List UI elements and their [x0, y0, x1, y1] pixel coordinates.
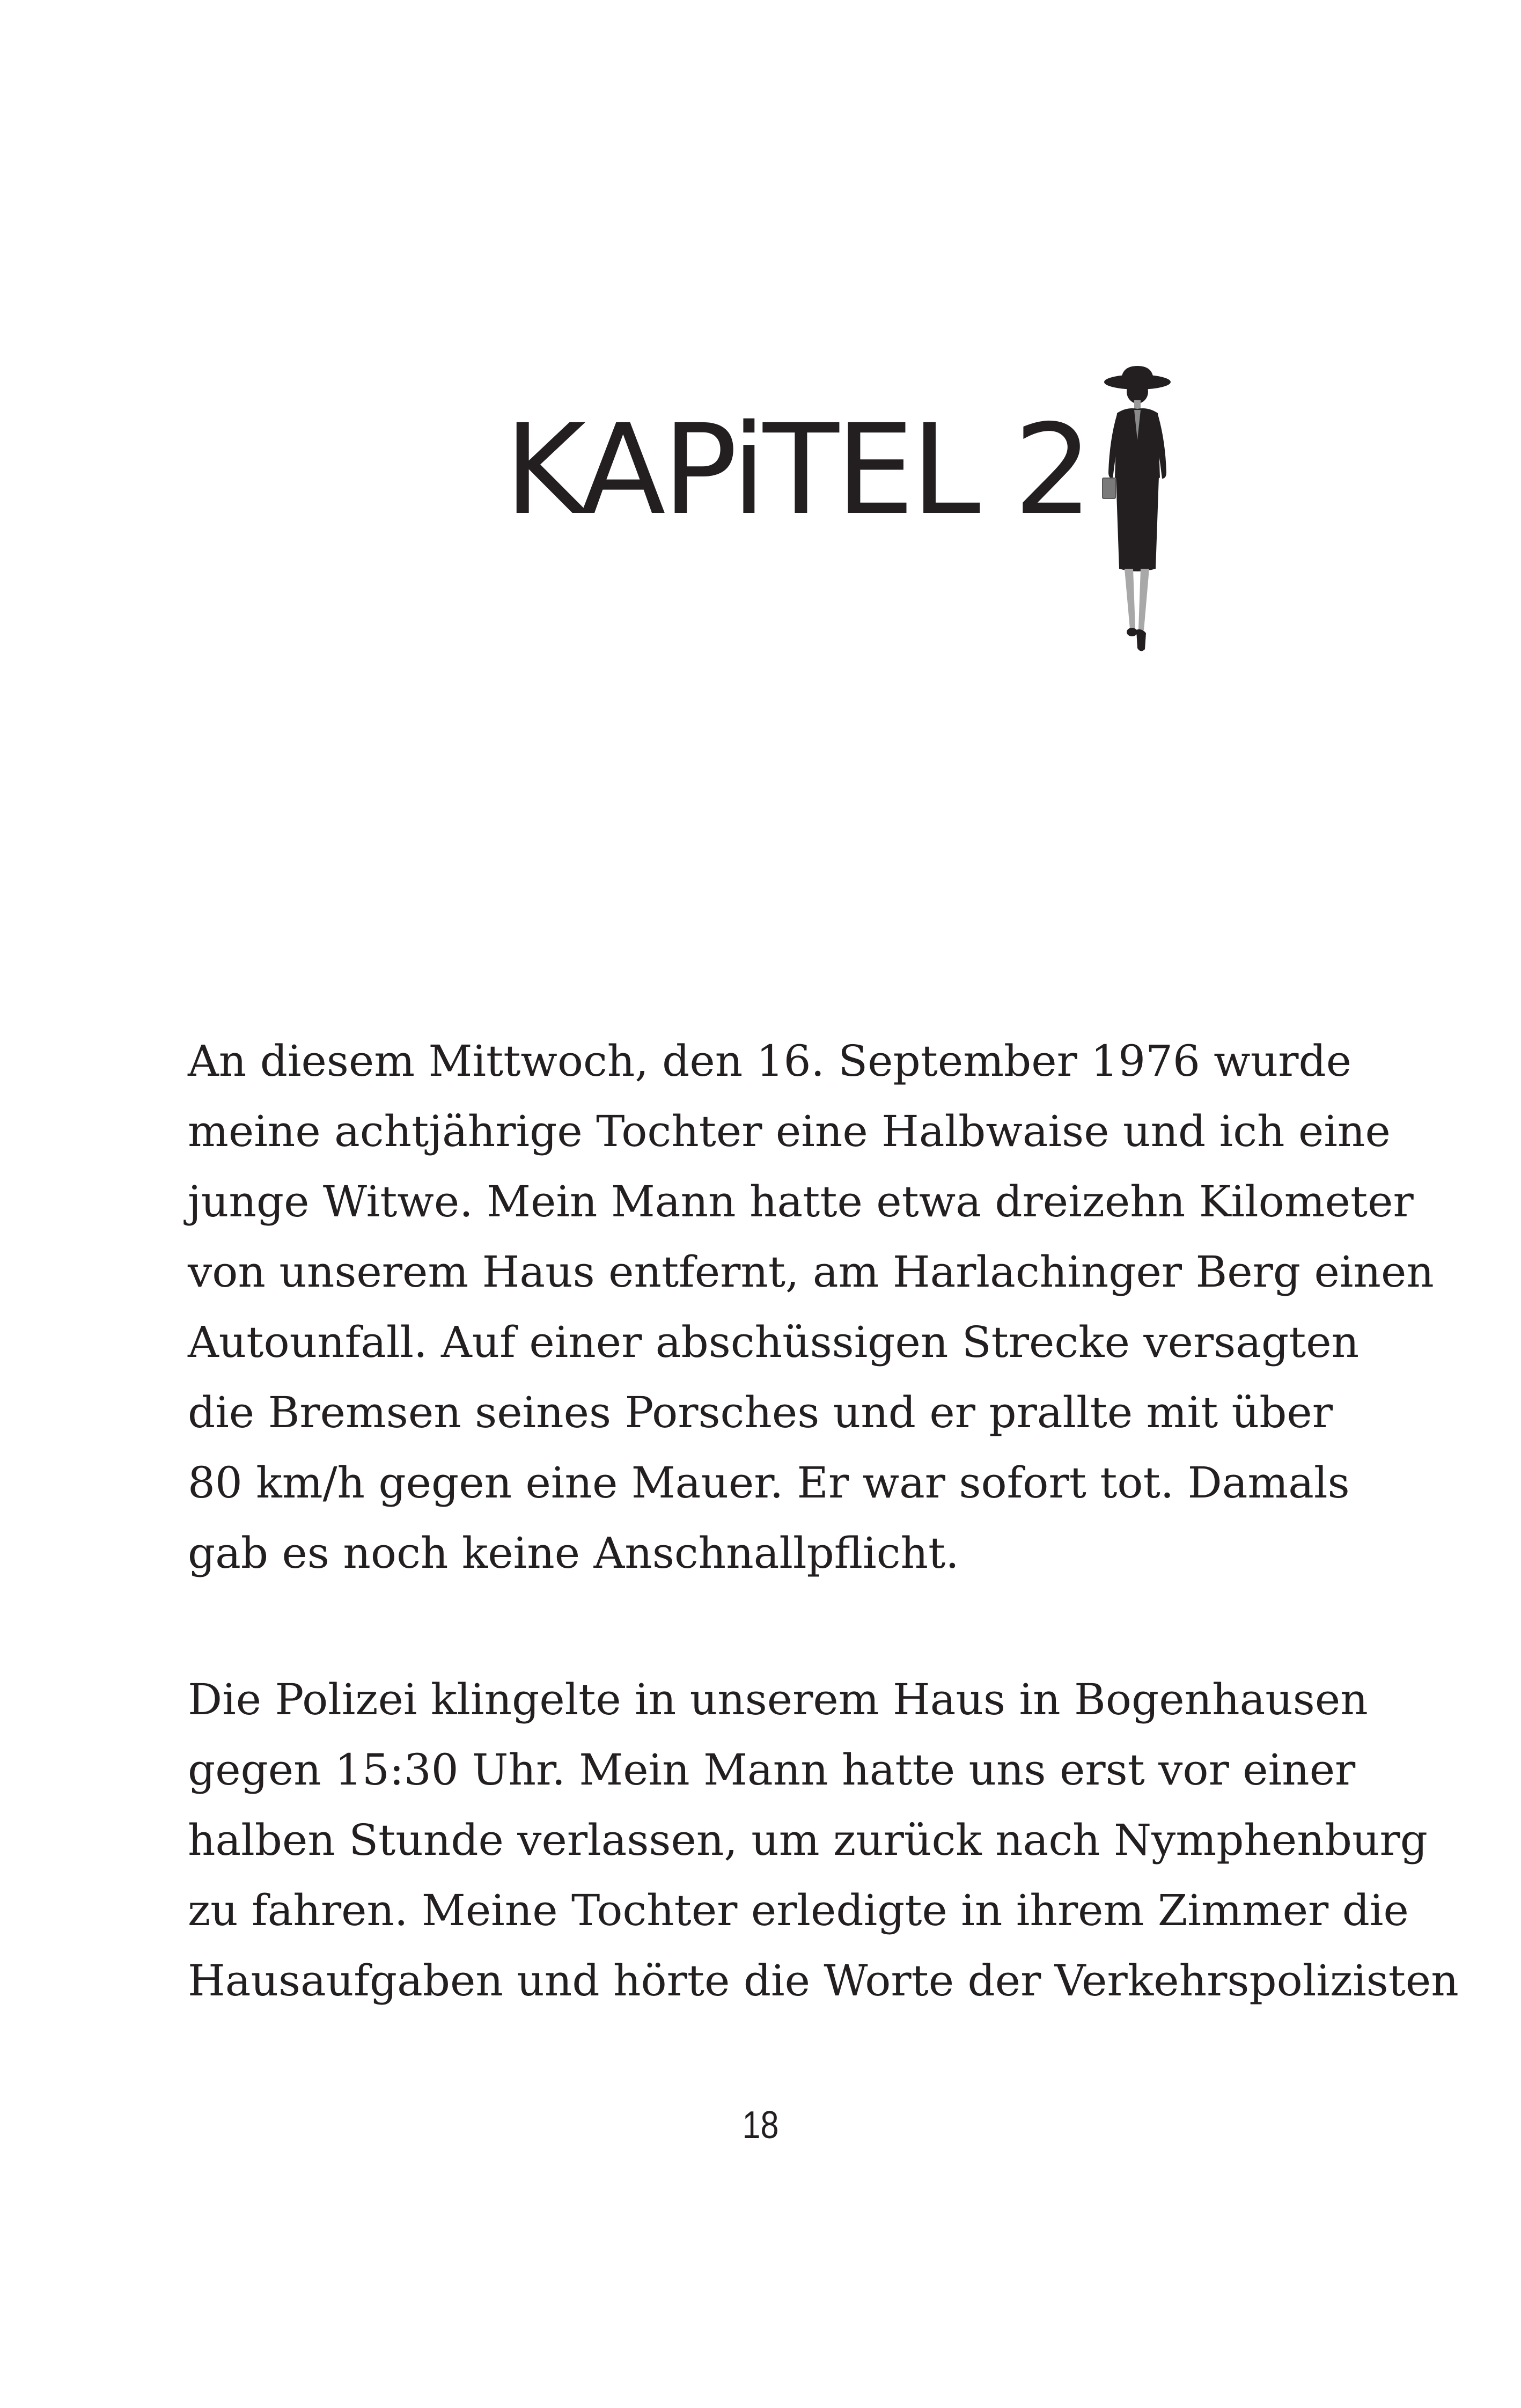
text-line: von unserem Haus entfernt, am Harlachinger Berg einen [188, 1247, 1434, 1297]
page-number: 18 [742, 2104, 779, 2147]
text-line: 80 km/h gegen eine Mauer. Er war sofort tot. Damals [188, 1458, 1350, 1508]
text-line: junge Witwe. Mein Mann hatte etwa dreizehn Kilometer [188, 1177, 1414, 1227]
paragraph-1 [188, 1026, 1434, 1588]
text-line: An diesem Mittwoch, den 16. September 1976 wurde [188, 1036, 1352, 1086]
text-line: gab es noch keine Anschnallpflicht. [188, 1528, 959, 1578]
woman-in-black-hat-icon [1084, 359, 1191, 660]
paragraph-2 [188, 1664, 1459, 2016]
chapter-title: KAPiTEL 2 [504, 398, 1090, 542]
text-line: zu fahren. Meine Tochter erledigte in ihrem Zimmer die [188, 1885, 1409, 1935]
text-line: die Bremsen seines Porsches und er prallte mit über [188, 1387, 1333, 1437]
text-line: Hausaufgaben und hörte die Worte der Verkehrspolizisten [188, 1956, 1459, 2006]
text-line: gegen 15:30 Uhr. Mein Mann hatte uns erst vor einer [188, 1745, 1356, 1795]
text-line: Autounfall. Auf einer abschüssigen Strecke versagten [188, 1317, 1360, 1367]
text-line: meine achtjährige Tochter eine Halbwaise und ich eine [188, 1106, 1391, 1156]
text-line: Die Polizei klingelte in unserem Haus in Bogenhausen [188, 1675, 1368, 1724]
text-line: halben Stunde verlassen, um zurück nach Nymphenburg [188, 1815, 1428, 1865]
